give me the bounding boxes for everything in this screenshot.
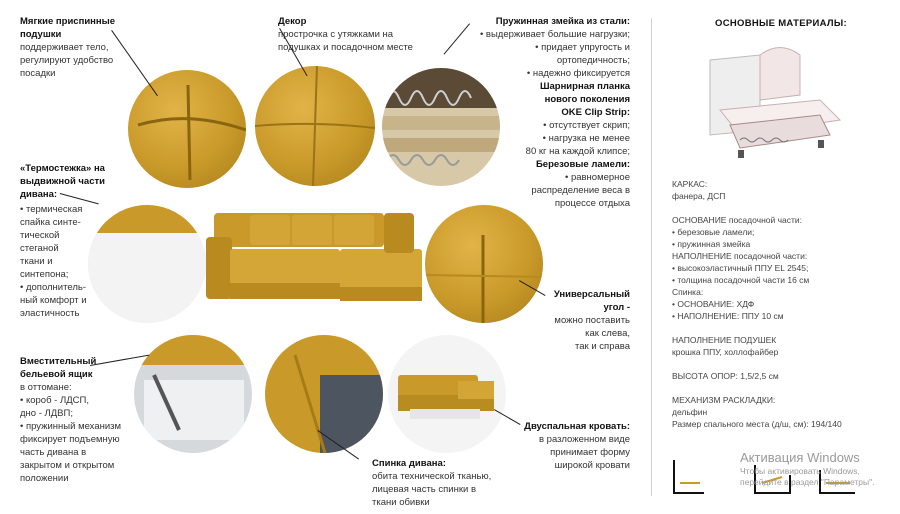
- thermo-title: «Термостежка» на выдвижной части дивана:: [20, 163, 105, 200]
- box-photo: [134, 335, 252, 453]
- pillows-block: [20, 15, 140, 80]
- decor-photo: [255, 66, 375, 186]
- windows-watermark: [740, 450, 900, 488]
- pillows-text-3: посадки: [20, 68, 56, 79]
- bed-photo: [388, 335, 506, 453]
- thermo-photo: [88, 205, 206, 323]
- column-divider: [651, 18, 652, 496]
- thermo-bullets: • термическая спайка синте- тической стеганой ткани и синтепона; • дополнитель- ный комфорт и эластичность: [20, 204, 87, 319]
- spring-photo: [382, 68, 500, 186]
- watermark-title: Активация Windows: [740, 450, 860, 465]
- corner-photo: [425, 205, 543, 323]
- sofa-image: [200, 205, 430, 305]
- pillows-text-1: поддерживает тело,: [20, 42, 109, 53]
- watermark-sub-2: перейдите в раздел "Параметры".: [740, 477, 875, 487]
- pillows-title: Мягкие приспинные подушки: [20, 16, 116, 40]
- box-block: Вместительный бельевой ящик в оттомане: • короб - ЛДСП, дно - ЛДВП; • пружинный механизм фиксирует подъемную часть дивана в закрытом и открытом положении: [20, 356, 122, 484]
- materials-heading: ОСНОВНЫЕ МАТЕРИАЛЫ:: [715, 18, 847, 29]
- decor-block: Декор прострочка с утяжками на подушках и посадочном месте: [278, 16, 413, 53]
- back-block: Спинка дивана: обита технической тканью, лицевая часть спинки в ткани обивки: [372, 458, 492, 508]
- spring-block: Пружинная змейка из стали: • выдерживает большие нагрузки; • придает упругость и ортопедичность; • надежно фиксируется Шарнирная планка нового поколения OKE Clip Strip: • отсутствует скрип; • нагрузка не менее 80 кг на каждой клипсе; Березовые ламели: • равномерное распределение веса в процессе отдыха: [479, 16, 630, 209]
- frame-diagram: [700, 40, 850, 165]
- leader-spring: [444, 23, 470, 54]
- corner-block: Универсальный угол - можно поставить как слева, так и справа: [553, 289, 630, 352]
- watermark-sub-1: Чтобы активировать Windows,: [740, 466, 860, 476]
- pillows-photo: [128, 70, 246, 188]
- pillows-text-2: регулируют удобство: [20, 55, 114, 66]
- materials-list: КАРКАС: фанера, ДСП ОСНОВАНИЕ посадочной части: • березовые ламели; • пружинная змейка НАПОЛНЕНИЕ посадочной части: • высокоэластичный ППУ EL 2545; • толщина посадочной части 16 см Спинка: • ОСНОВАНИЕ: ХДФ • НАПОЛНЕНИЕ: ППУ 10 см НАПОЛНЕНИЕ ПОДУШЕК крошка ППУ, холлофайбер ВЫСОТА ОПОР: 1,5/2,5 см МЕХАНИЗМ РАСКЛАДКИ: дельфин Размер спального места (д/ш, см): 194/140: [672, 179, 842, 429]
- bed-block: Двуспальная кровать: в разложенном виде принимает форму широкой кровати: [524, 421, 630, 471]
